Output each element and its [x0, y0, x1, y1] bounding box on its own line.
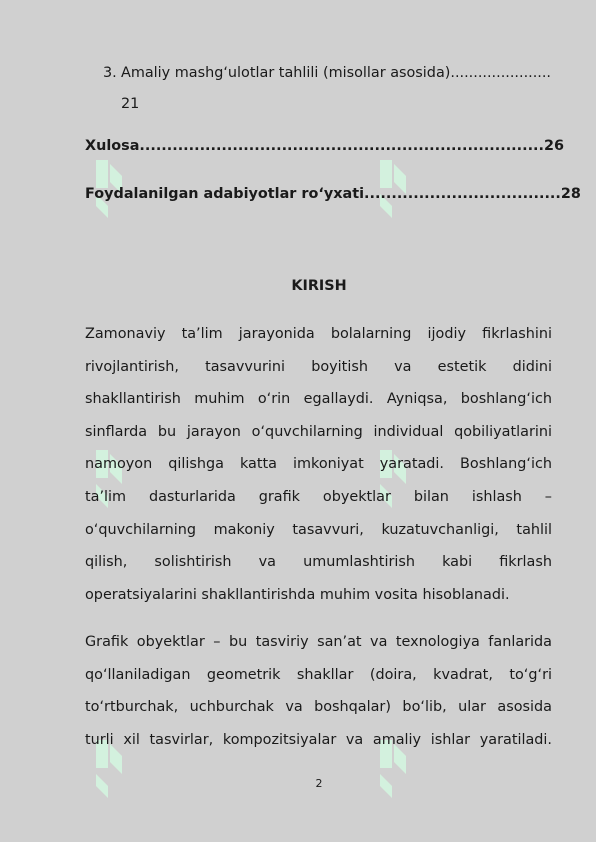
toc-conclusion: Xulosa..........................................................................26	[85, 138, 565, 154]
text-line: to‘rtburchak, uchburchak va boshqalar) bo‘lib, ular asosida	[85, 699, 552, 716]
paragraph-2	[85, 626, 552, 756]
text-line: shakllantirish muhim o‘rin egallaydi. Ayniqsa, boshlang‘ich	[85, 391, 552, 408]
text-line: sinflarda bu jarayon o‘quvchilarning individual qobiliyatlarini	[85, 423, 552, 440]
paragraph-1	[85, 318, 552, 611]
toc-references: Foydalanilgan adabiyotlar ro‘yxati....................................28	[85, 186, 581, 202]
text-line: o‘quvchilarning makoniy tasavvuri, kuzatuvchanligi, tahlil	[85, 521, 552, 538]
text-line: qo‘llaniladigan geometrik shakllar (doira, kvadrat, to‘g‘ri	[85, 666, 552, 683]
toc-item-page: 21	[121, 96, 140, 112]
toc-item-title: Amaliy mashg‘ulotlar tahlili (misollar asosida)......................	[121, 65, 552, 81]
text-line: Zamonaviy ta’lim jarayonida bolalarning ijodiy fikrlashini	[85, 326, 552, 342]
toc-item-number: 3.	[103, 65, 117, 81]
text-line: qilish, solishtirish va umumlashtirish kabi fikrlash	[85, 554, 552, 571]
text-line: operatsiyalarini shakllantirishda muhim vosita hisoblanadi.	[85, 586, 510, 603]
watermark	[86, 110, 216, 240]
toc-item-3	[103, 58, 555, 120]
section-title: KIRISH	[291, 278, 347, 294]
text-line: turli xil tasvirlar, kompozitsiyalar va amaliy ishlar yaratiladi.	[85, 731, 552, 748]
page-number: 2	[315, 777, 323, 790]
text-line: ta’lim dasturlarida grafik obyektlar bilan ishlash –	[85, 488, 552, 505]
text-line: namoyon qilishga katta imkoniyat yaratadi. Boshlang‘ich	[85, 456, 552, 473]
text-line: rivojlantirish, tasavvurini boyitish va estetik didini	[85, 358, 552, 375]
watermark	[370, 110, 500, 240]
text-line: Grafik obyektlar – bu tasviriy san’at va texnologiya fanlarida	[85, 634, 552, 650]
